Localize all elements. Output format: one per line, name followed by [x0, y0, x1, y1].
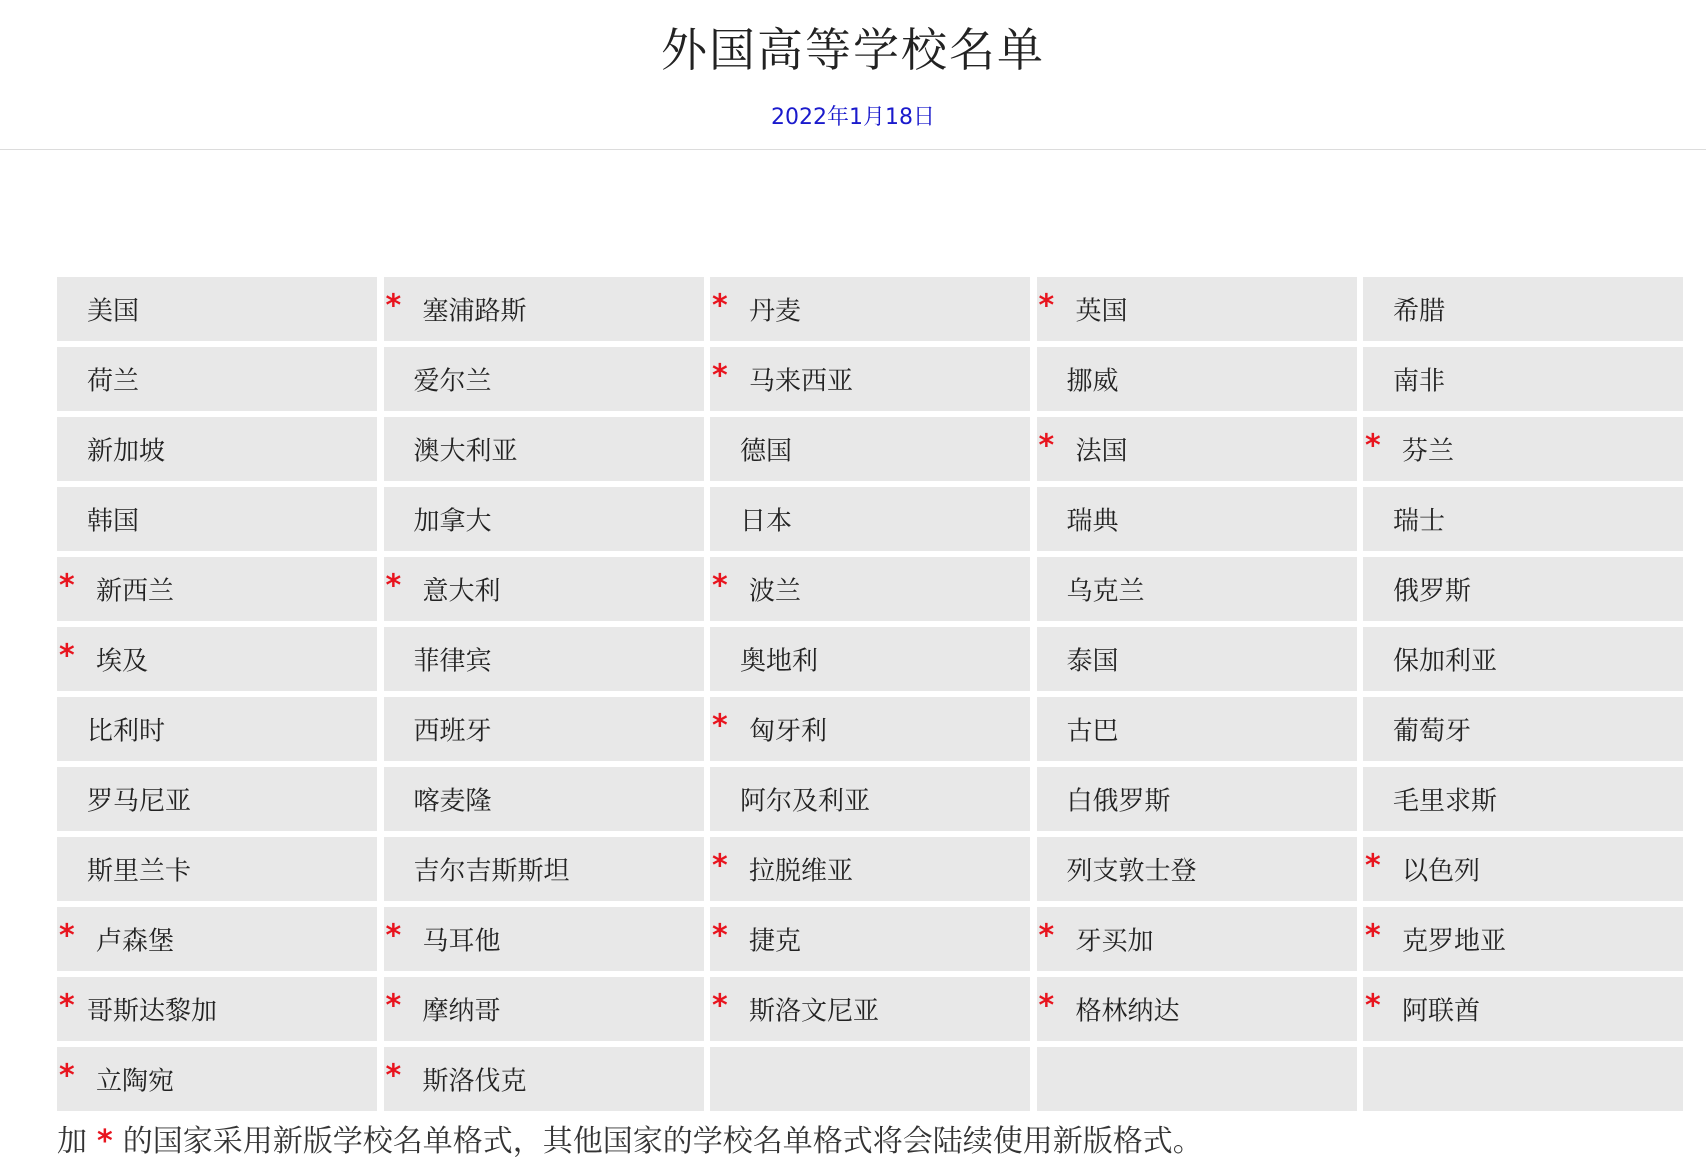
country-cell[interactable] — [384, 1047, 704, 1111]
new-format-mark-icon: * — [1365, 918, 1381, 954]
country-cell[interactable] — [384, 347, 704, 411]
country-cell[interactable] — [710, 417, 1030, 481]
country-cell[interactable] — [1037, 977, 1357, 1041]
country-link[interactable]: 俄罗斯 — [1393, 576, 1472, 607]
footnote — [57, 1122, 1203, 1162]
country-cell[interactable] — [1363, 347, 1683, 411]
country-link[interactable]: 立陶宛 — [96, 1066, 175, 1097]
country-cell[interactable] — [1363, 907, 1683, 971]
country-cell[interactable] — [1037, 767, 1357, 831]
country-link[interactable]: 毛里求斯 — [1393, 786, 1498, 817]
country-cell[interactable] — [384, 907, 704, 971]
country-cell[interactable] — [1363, 697, 1683, 761]
country-link[interactable]: 卢森堡 — [96, 926, 175, 957]
empty-cell — [1037, 1047, 1357, 1111]
new-format-mark-icon: * — [712, 918, 728, 954]
country-cell[interactable] — [57, 697, 377, 761]
country-link[interactable]: 塞浦路斯 — [422, 296, 527, 327]
country-link[interactable]: 马耳他 — [422, 926, 501, 957]
country-grid — [57, 277, 1683, 1111]
country-cell[interactable] — [57, 277, 377, 341]
new-format-mark-icon: * — [59, 918, 75, 954]
country-cell[interactable] — [710, 277, 1030, 341]
country-link[interactable]: 德国 — [740, 436, 793, 467]
country-link[interactable]: 斯洛文尼亚 — [749, 996, 880, 1027]
country-link[interactable]: 斯洛伐克 — [422, 1066, 527, 1097]
country-cell[interactable] — [1037, 907, 1357, 971]
country-link[interactable]: 保加利亚 — [1393, 646, 1498, 677]
country-link[interactable]: 法国 — [1075, 436, 1128, 467]
country-cell[interactable] — [710, 767, 1030, 831]
country-link[interactable]: 奥地利 — [740, 646, 819, 677]
country-link[interactable]: 喀麦隆 — [413, 786, 492, 817]
new-format-mark-icon: * — [1038, 918, 1055, 954]
new-format-mark-icon: * — [712, 568, 728, 604]
country-cell[interactable] — [1037, 417, 1357, 481]
country-cell[interactable] — [1037, 557, 1357, 621]
country-link[interactable]: 瑞典 — [1066, 506, 1119, 537]
new-format-mark-icon: * — [1365, 848, 1381, 884]
country-link[interactable]: 菲律宾 — [413, 646, 492, 677]
country-link[interactable]: 韩国 — [87, 506, 140, 537]
footnote-prefix: 加 — [57, 1124, 87, 1159]
country-cell[interactable] — [1363, 837, 1683, 901]
country-link[interactable]: 以色列 — [1402, 856, 1481, 887]
country-cell[interactable] — [1363, 627, 1683, 691]
new-format-mark-icon: * — [59, 1058, 75, 1094]
country-cell[interactable] — [57, 767, 377, 831]
country-link[interactable]: 挪威 — [1066, 366, 1119, 397]
country-link[interactable]: 牙买加 — [1075, 926, 1154, 957]
country-link[interactable]: 希腊 — [1393, 296, 1446, 327]
footnote-text: 的国家采用新版学校名单格式，其他国家的学校名单格式将会陆续使用新版格式。 — [122, 1124, 1203, 1159]
new-format-mark-icon: * — [59, 988, 75, 1024]
country-cell[interactable] — [1037, 347, 1357, 411]
country-cell[interactable] — [57, 487, 377, 551]
country-cell[interactable] — [384, 767, 704, 831]
country-cell[interactable] — [57, 837, 377, 901]
country-cell[interactable] — [57, 347, 377, 411]
country-cell[interactable] — [1037, 487, 1357, 551]
new-format-mark-icon: * — [1365, 988, 1381, 1024]
country-link[interactable]: 罗马尼亚 — [87, 786, 192, 817]
country-link[interactable]: 西班牙 — [413, 716, 492, 747]
country-link[interactable]: 澳大利亚 — [413, 436, 518, 467]
country-link[interactable]: 新加坡 — [87, 436, 166, 467]
country-cell[interactable] — [710, 907, 1030, 971]
empty-cell — [1363, 1047, 1683, 1111]
country-cell[interactable] — [1363, 977, 1683, 1041]
country-cell[interactable] — [384, 487, 704, 551]
country-cell[interactable] — [57, 627, 377, 691]
country-cell[interactable] — [384, 627, 704, 691]
country-cell[interactable] — [384, 417, 704, 481]
new-format-mark-icon: * — [712, 358, 728, 394]
new-format-mark-icon: * — [1038, 288, 1055, 324]
country-link[interactable]: 新西兰 — [96, 576, 175, 607]
country-cell[interactable] — [710, 627, 1030, 691]
country-link[interactable]: 哥斯达黎加 — [87, 996, 218, 1027]
country-link[interactable]: 匈牙利 — [749, 716, 828, 747]
country-cell[interactable] — [710, 697, 1030, 761]
country-link[interactable]: 加拿大 — [413, 506, 492, 537]
country-link[interactable]: 摩纳哥 — [422, 996, 501, 1027]
country-link[interactable]: 美国 — [87, 296, 140, 327]
country-link[interactable]: 吉尔吉斯斯坦 — [413, 856, 570, 887]
country-cell[interactable] — [1363, 487, 1683, 551]
country-link[interactable]: 南非 — [1393, 366, 1446, 397]
country-link[interactable]: 克罗地亚 — [1402, 926, 1507, 957]
country-cell[interactable] — [57, 417, 377, 481]
new-format-mark-icon: * — [712, 708, 728, 744]
country-link[interactable]: 瑞士 — [1393, 506, 1446, 537]
country-link[interactable]: 古巴 — [1066, 716, 1119, 747]
country-cell[interactable] — [384, 837, 704, 901]
empty-cell — [710, 1047, 1030, 1111]
country-cell[interactable] — [710, 347, 1030, 411]
country-link[interactable]: 波兰 — [749, 576, 802, 607]
country-cell[interactable] — [1037, 837, 1357, 901]
country-cell[interactable] — [1363, 767, 1683, 831]
page-header — [0, 0, 1706, 150]
country-link[interactable]: 爱尔兰 — [413, 366, 492, 397]
country-cell[interactable] — [57, 907, 377, 971]
new-format-mark-icon: * — [385, 568, 402, 604]
country-link[interactable]: 芬兰 — [1402, 436, 1455, 467]
new-format-mark-icon: * — [1038, 428, 1055, 464]
country-cell[interactable] — [384, 277, 704, 341]
country-cell[interactable] — [57, 977, 377, 1041]
new-format-mark-icon: * — [1365, 428, 1381, 464]
country-cell[interactable] — [384, 977, 704, 1041]
country-cell[interactable] — [1037, 697, 1357, 761]
country-link[interactable]: 白俄罗斯 — [1066, 786, 1171, 817]
new-format-mark-icon: * — [59, 568, 75, 604]
new-format-mark-icon: * — [712, 848, 728, 884]
country-cell[interactable] — [57, 557, 377, 621]
new-format-mark-icon: * — [59, 638, 75, 674]
country-link[interactable]: 比利时 — [87, 716, 166, 747]
country-link[interactable]: 荷兰 — [87, 366, 140, 397]
new-format-mark-icon: * — [385, 288, 402, 324]
new-format-mark-icon: * — [385, 918, 402, 954]
country-link[interactable]: 泰国 — [1066, 646, 1119, 677]
country-cell[interactable] — [384, 557, 704, 621]
country-cell[interactable] — [710, 487, 1030, 551]
footnote-star: * — [97, 1124, 113, 1159]
country-link[interactable]: 拉脱维亚 — [749, 856, 854, 887]
country-link[interactable]: 斯里兰卡 — [87, 856, 192, 887]
new-format-mark-icon: * — [385, 1058, 402, 1094]
country-cell[interactable] — [1037, 627, 1357, 691]
country-cell[interactable] — [710, 977, 1030, 1041]
country-cell[interactable] — [1363, 417, 1683, 481]
country-link[interactable]: 葡萄牙 — [1393, 716, 1472, 747]
country-cell[interactable] — [1363, 557, 1683, 621]
new-format-mark-icon: * — [712, 988, 728, 1024]
country-link[interactable]: 马来西亚 — [749, 366, 854, 397]
new-format-mark-icon: * — [712, 288, 728, 324]
country-cell[interactable] — [1037, 277, 1357, 341]
page-title: 外国高等学校名单 — [661, 23, 1045, 77]
country-link[interactable]: 格林纳达 — [1075, 996, 1180, 1027]
country-link[interactable]: 英国 — [1075, 296, 1128, 327]
country-cell[interactable] — [384, 697, 704, 761]
country-link[interactable]: 乌克兰 — [1066, 576, 1145, 607]
country-cell[interactable] — [710, 557, 1030, 621]
country-link[interactable]: 阿尔及利亚 — [740, 786, 871, 817]
country-link[interactable]: 阿联酋 — [1402, 996, 1481, 1027]
country-link[interactable]: 埃及 — [96, 646, 149, 677]
country-cell[interactable] — [57, 1047, 377, 1111]
country-link[interactable]: 捷克 — [749, 926, 802, 957]
publish-date: 2022年1月18日 — [771, 105, 935, 130]
country-link[interactable]: 意大利 — [422, 576, 501, 607]
country-link[interactable]: 日本 — [740, 506, 793, 537]
country-link[interactable]: 丹麦 — [749, 296, 802, 327]
new-format-mark-icon: * — [1038, 988, 1055, 1024]
new-format-mark-icon: * — [385, 988, 402, 1024]
country-cell[interactable] — [710, 837, 1030, 901]
country-link[interactable]: 列支敦士登 — [1066, 856, 1197, 887]
country-cell[interactable] — [1363, 277, 1683, 341]
